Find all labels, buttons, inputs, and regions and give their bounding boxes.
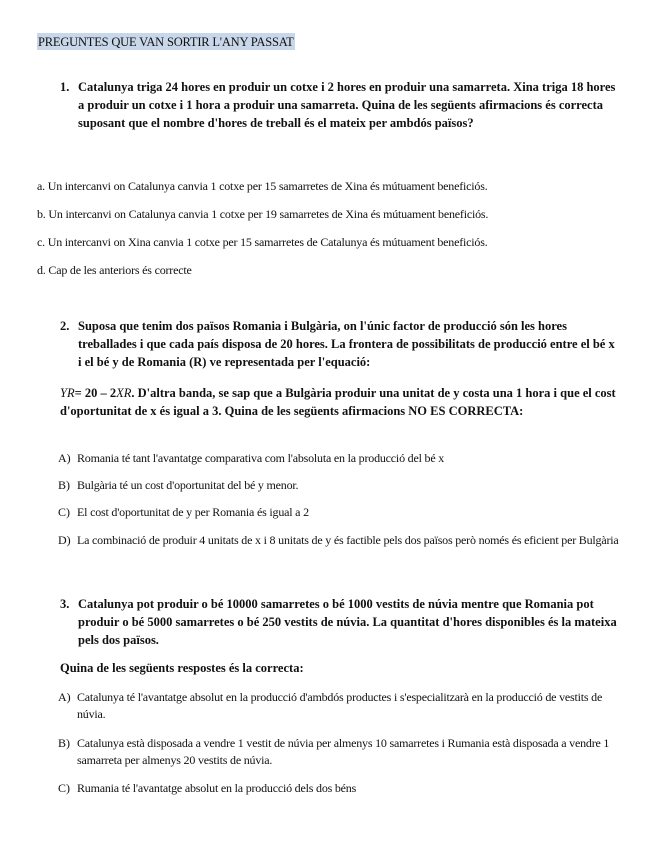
question-2-equation-paragraph xyxy=(60,384,620,420)
question-1-text: Catalunya triga 24 hores en produir un cotxe i 2 hores en produir una samarreta. Xina triga 18 hores a produir un cotxe i 1 hora a produir una samarreta. Quina de les següents afirmacions és correcta suposant que el nombre d'hores de treball és el mateix per ambdós països? xyxy=(78,80,616,130)
question-3-option-b-text: Catalunya està disposada a vendre 1 vestit de núvia per almenys 10 samarretes i Rumania està disposada a vendre 1 samarreta per almenys 20 vestits de núvia. xyxy=(77,736,610,767)
question-2-option-b-letter: B) xyxy=(58,478,70,492)
question-3-option-a-text: Catalunya té l'avantatge absolut en la producció d'ambdós productes i s'especialitzarà en la producció de vestits de núvia. xyxy=(77,690,603,721)
question-2-option-d-text: La combinació de produir 4 unitats de x i 8 unitats de y és factible pels dos països però només és eficient per Bulgària xyxy=(77,533,619,547)
question-1-option-b: b. Un intercanvi on Catalunya canvia 1 cotxe per 19 samarretes de Xina és mútuament beneficiós. xyxy=(37,207,489,221)
question-1-number: 1. xyxy=(60,80,70,94)
question-2-option-d-letter: D) xyxy=(58,533,71,547)
question-1-option-c: c. Un intercanvi on Xina canvia 1 cotxe per 15 samarretes de Catalunya és mútuament beneficiós. xyxy=(37,235,488,249)
equation-variable-yr: YR xyxy=(60,386,75,400)
question-2-option-a-text: Romania té tant l'avantatge comparativa com l'absoluta en la producció del bé x xyxy=(77,451,445,465)
question-3-option-b-letter: B) xyxy=(58,736,70,750)
question-2-option-a-letter: A) xyxy=(58,451,71,465)
question-2-option-c-letter: C) xyxy=(58,505,70,519)
question-3-subquestion: Quina de les següents respostes és la correcta: xyxy=(60,661,304,675)
question-1-option-d: d. Cap de les anteriors és correcte xyxy=(37,263,192,277)
question-2-number: 2. xyxy=(60,319,70,333)
question-1-option-a: a. Un intercanvi on Catalunya canvia 1 cotxe per 15 samarretes de Xina és mútuament beneficiós. xyxy=(37,179,488,193)
question-2-option-c-text: El cost d'oportunitat de y per Romania és igual a 2 xyxy=(77,505,309,519)
question-3-option-a-letter: A) xyxy=(58,690,71,704)
question-3-option-c-letter: C) xyxy=(58,781,70,795)
equation-middle: = 20 – 2 xyxy=(74,386,117,400)
question-3-option-c-text: Rumania té l'avantatge absolut en la producció dels dos béns xyxy=(77,781,357,795)
question-3-number: 3. xyxy=(60,597,70,611)
equation-variable-xr: XR xyxy=(116,386,132,400)
question-2-continuation: . D'altra banda, se sap que a Bulgària produir una unitat de y costa una 1 hora i que el cost d'oportunitat de x és igual a 3. Quina de les següents afirmacions NO ES CORRECTA: xyxy=(60,386,616,418)
question-3-text: Catalunya pot produir o bé 10000 samarretes o bé 1000 vestits de núvia mentre que Romania pot produir o bé 5000 samarretes o bé 250 vestits de núvia. La quantitat d'hores disponibles és la mateixa pels dos països. xyxy=(78,597,617,647)
page-title: PREGUNTES QUE VAN SORTIR L'ANY PASSAT xyxy=(38,35,294,49)
question-2-option-b-text: Bulgària té un cost d'oportunitat del bé y menor. xyxy=(77,478,299,492)
question-2-text: Suposa que tenim dos països Romania i Bulgària, on l'únic factor de producció són les hores treballades i que cada país disposa de 20 hores. La frontera de possibilitats de producció entre el bé x i el bé y de Romania (R) ve representada per l'equació: xyxy=(78,319,615,369)
